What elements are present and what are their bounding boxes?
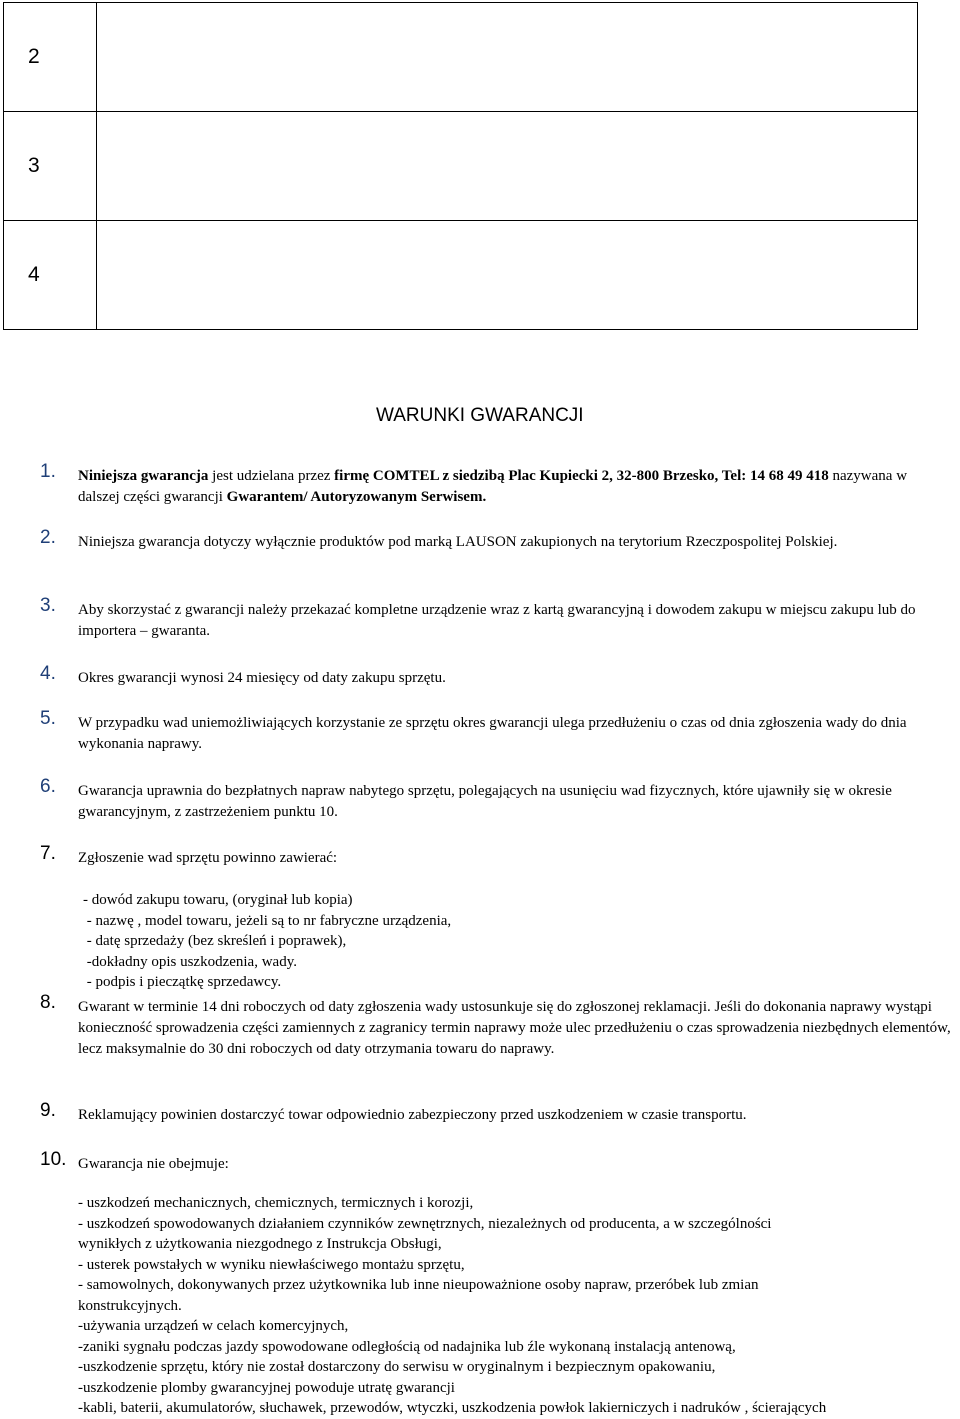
sublist-line: - dowód zakupu towaru, (oryginał lub kopia)	[83, 892, 353, 908]
item-text-part: nazywana w dalszej części gwarancji	[78, 468, 908, 505]
sublist-line: - podpis i pieczątkę sprzedawcy.	[83, 974, 282, 990]
row-value-cell	[97, 221, 918, 330]
sublist-line: wynikłych z użytkowania niezgodnego z Instrukcja Obsługi,	[78, 1236, 442, 1252]
item-number: 8.	[40, 992, 56, 1013]
item-text-part: jest udzielana przez	[208, 468, 335, 484]
item-text: Reklamujący powinien dostarczyć towar odpowiednio zabezpieczony przed uszkodzeniem w czasie transportu.	[78, 1107, 747, 1123]
sublist-line: - usterek powstałych w wyniku niewłaściwego montażu sprzętu,	[78, 1256, 465, 1273]
item-text-part: firmę COMTEL z siedzibą Plac Kupiecki 2, 32-800 Brzesko, Tel: 14 68 49 418	[334, 468, 829, 484]
item-text: Okres gwarancji wynosi 24 miesięcy od daty zakupu sprzętu.	[78, 670, 446, 686]
item-text: Gwarancja nie obejmuje:	[78, 1156, 229, 1172]
sublist-line: - uszkodzeń spowodowanych działaniem czynników zewnętrznych, niezależnych od producenta, a w szczególności	[78, 1215, 772, 1232]
sublist-line: konstrukcyjnych.	[78, 1297, 182, 1314]
item-number: 9.	[40, 1100, 56, 1121]
item-number: 1.	[40, 461, 56, 482]
sublist-line: -zaniki sygnału podczas jazdy spowodowane odległością od nadajnika lub źle wykonaną instalacją antenową,	[78, 1338, 736, 1355]
item-10-sublist	[78, 1193, 960, 1419]
item-text-part: Gwarantem/ Autoryzowanym Serwisem.	[226, 489, 487, 505]
item-text-part: Niniejsza gwarancja	[78, 468, 209, 484]
row-value-cell	[97, 112, 918, 221]
document-title: WARUNKI GWARANCJI	[376, 405, 584, 426]
table-row	[4, 221, 918, 330]
item-number: 5.	[40, 708, 56, 729]
sublist-line: - nazwę , model towaru, jeżeli są to nr fabryczne urządzenia,	[83, 912, 452, 929]
number-table	[3, 2, 918, 330]
item-text: Gwarant w terminie 14 dni roboczych od daty zgłoszenia wady ustosunkuje się do zgłoszonej reklamacji. Jeśli do dokonania naprawy wystąpi konieczność sprowadzenia części zamiennych z zagranicy termin naprawy może ulec przedłużeniu o czas sprowadzenia niezbędnych elementów, lecz maksymalnie do 30 dni roboczych od daty otrzymania towaru do naprawy.	[78, 999, 951, 1057]
table-row	[4, 3, 918, 112]
item-text: Niniejsza gwarancja dotyczy wyłącznie produktów pod marką LAUSON zakupionych na terytorium Rzeczpospolitej Polskiej.	[78, 534, 838, 550]
item-number: 7.	[40, 843, 56, 864]
sublist-line: -używania urządzeń w celach komercyjnych,	[78, 1318, 349, 1334]
item-number: 10.	[40, 1149, 67, 1170]
sublist-line: -uszkodzenie sprzętu, który nie został dostarczony do serwisu w oryginalnym i bezpiecznym opakowaniu,	[78, 1359, 716, 1375]
item-text: Gwarancja uprawnia do bezpłatnych napraw nabytego sprzętu, polegających na usunięciu wad fizycznych, które ujawniły się w okresie gwarancyjnym, z zastrzeżeniem punktu 10.	[78, 783, 892, 820]
row-number: 2	[4, 3, 97, 112]
item-text: Zgłoszenie wad sprzętu powinno zawierać:	[78, 850, 338, 866]
item-number: 4.	[40, 663, 56, 684]
row-number: 3	[4, 112, 97, 221]
item-7-sublist	[83, 890, 960, 993]
item-number: 3.	[40, 595, 56, 616]
table-row	[4, 112, 918, 221]
item-text	[78, 466, 918, 508]
row-number: 4	[4, 221, 97, 330]
sublist-line: - datę sprzedaży (bez skreśleń i poprawek),	[83, 933, 347, 949]
sublist-line: -dokładny opis uszkodzenia, wady.	[83, 953, 297, 970]
sublist-line: -uszkodzenie plomby gwarancyjnej powoduje utratę gwarancji	[78, 1379, 455, 1396]
sublist-line: - uszkodzeń mechanicznych, chemicznych, termicznych i korozji,	[78, 1195, 474, 1211]
item-text: W przypadku wad uniemożliwiających korzystanie ze sprzętu okres gwarancji ulega przedłużeniu o czas od dnia zgłoszenia wady do dnia wykonania naprawy.	[78, 715, 907, 752]
item-number: 2.	[40, 527, 56, 548]
sublist-line: -kabli, baterii, akumulatorów, słuchawek, przewodów, wtyczki, uszkodzenia powłok lakierniczych i nadruków , ścierających	[78, 1400, 827, 1416]
row-value-cell	[97, 3, 918, 112]
item-number: 6.	[40, 776, 56, 797]
item-text: Aby skorzystać z gwarancji należy przekazać kompletne urządzenie wraz z kartą gwarancyjną i dowodem zakupu w miejscu zakupu lub do importera – gwaranta.	[78, 602, 916, 639]
sublist-line: - samowolnych, dokonywanych przez użytkownika lub inne nieupoważnione osoby napraw, przeróbek lub zmian	[78, 1277, 759, 1293]
